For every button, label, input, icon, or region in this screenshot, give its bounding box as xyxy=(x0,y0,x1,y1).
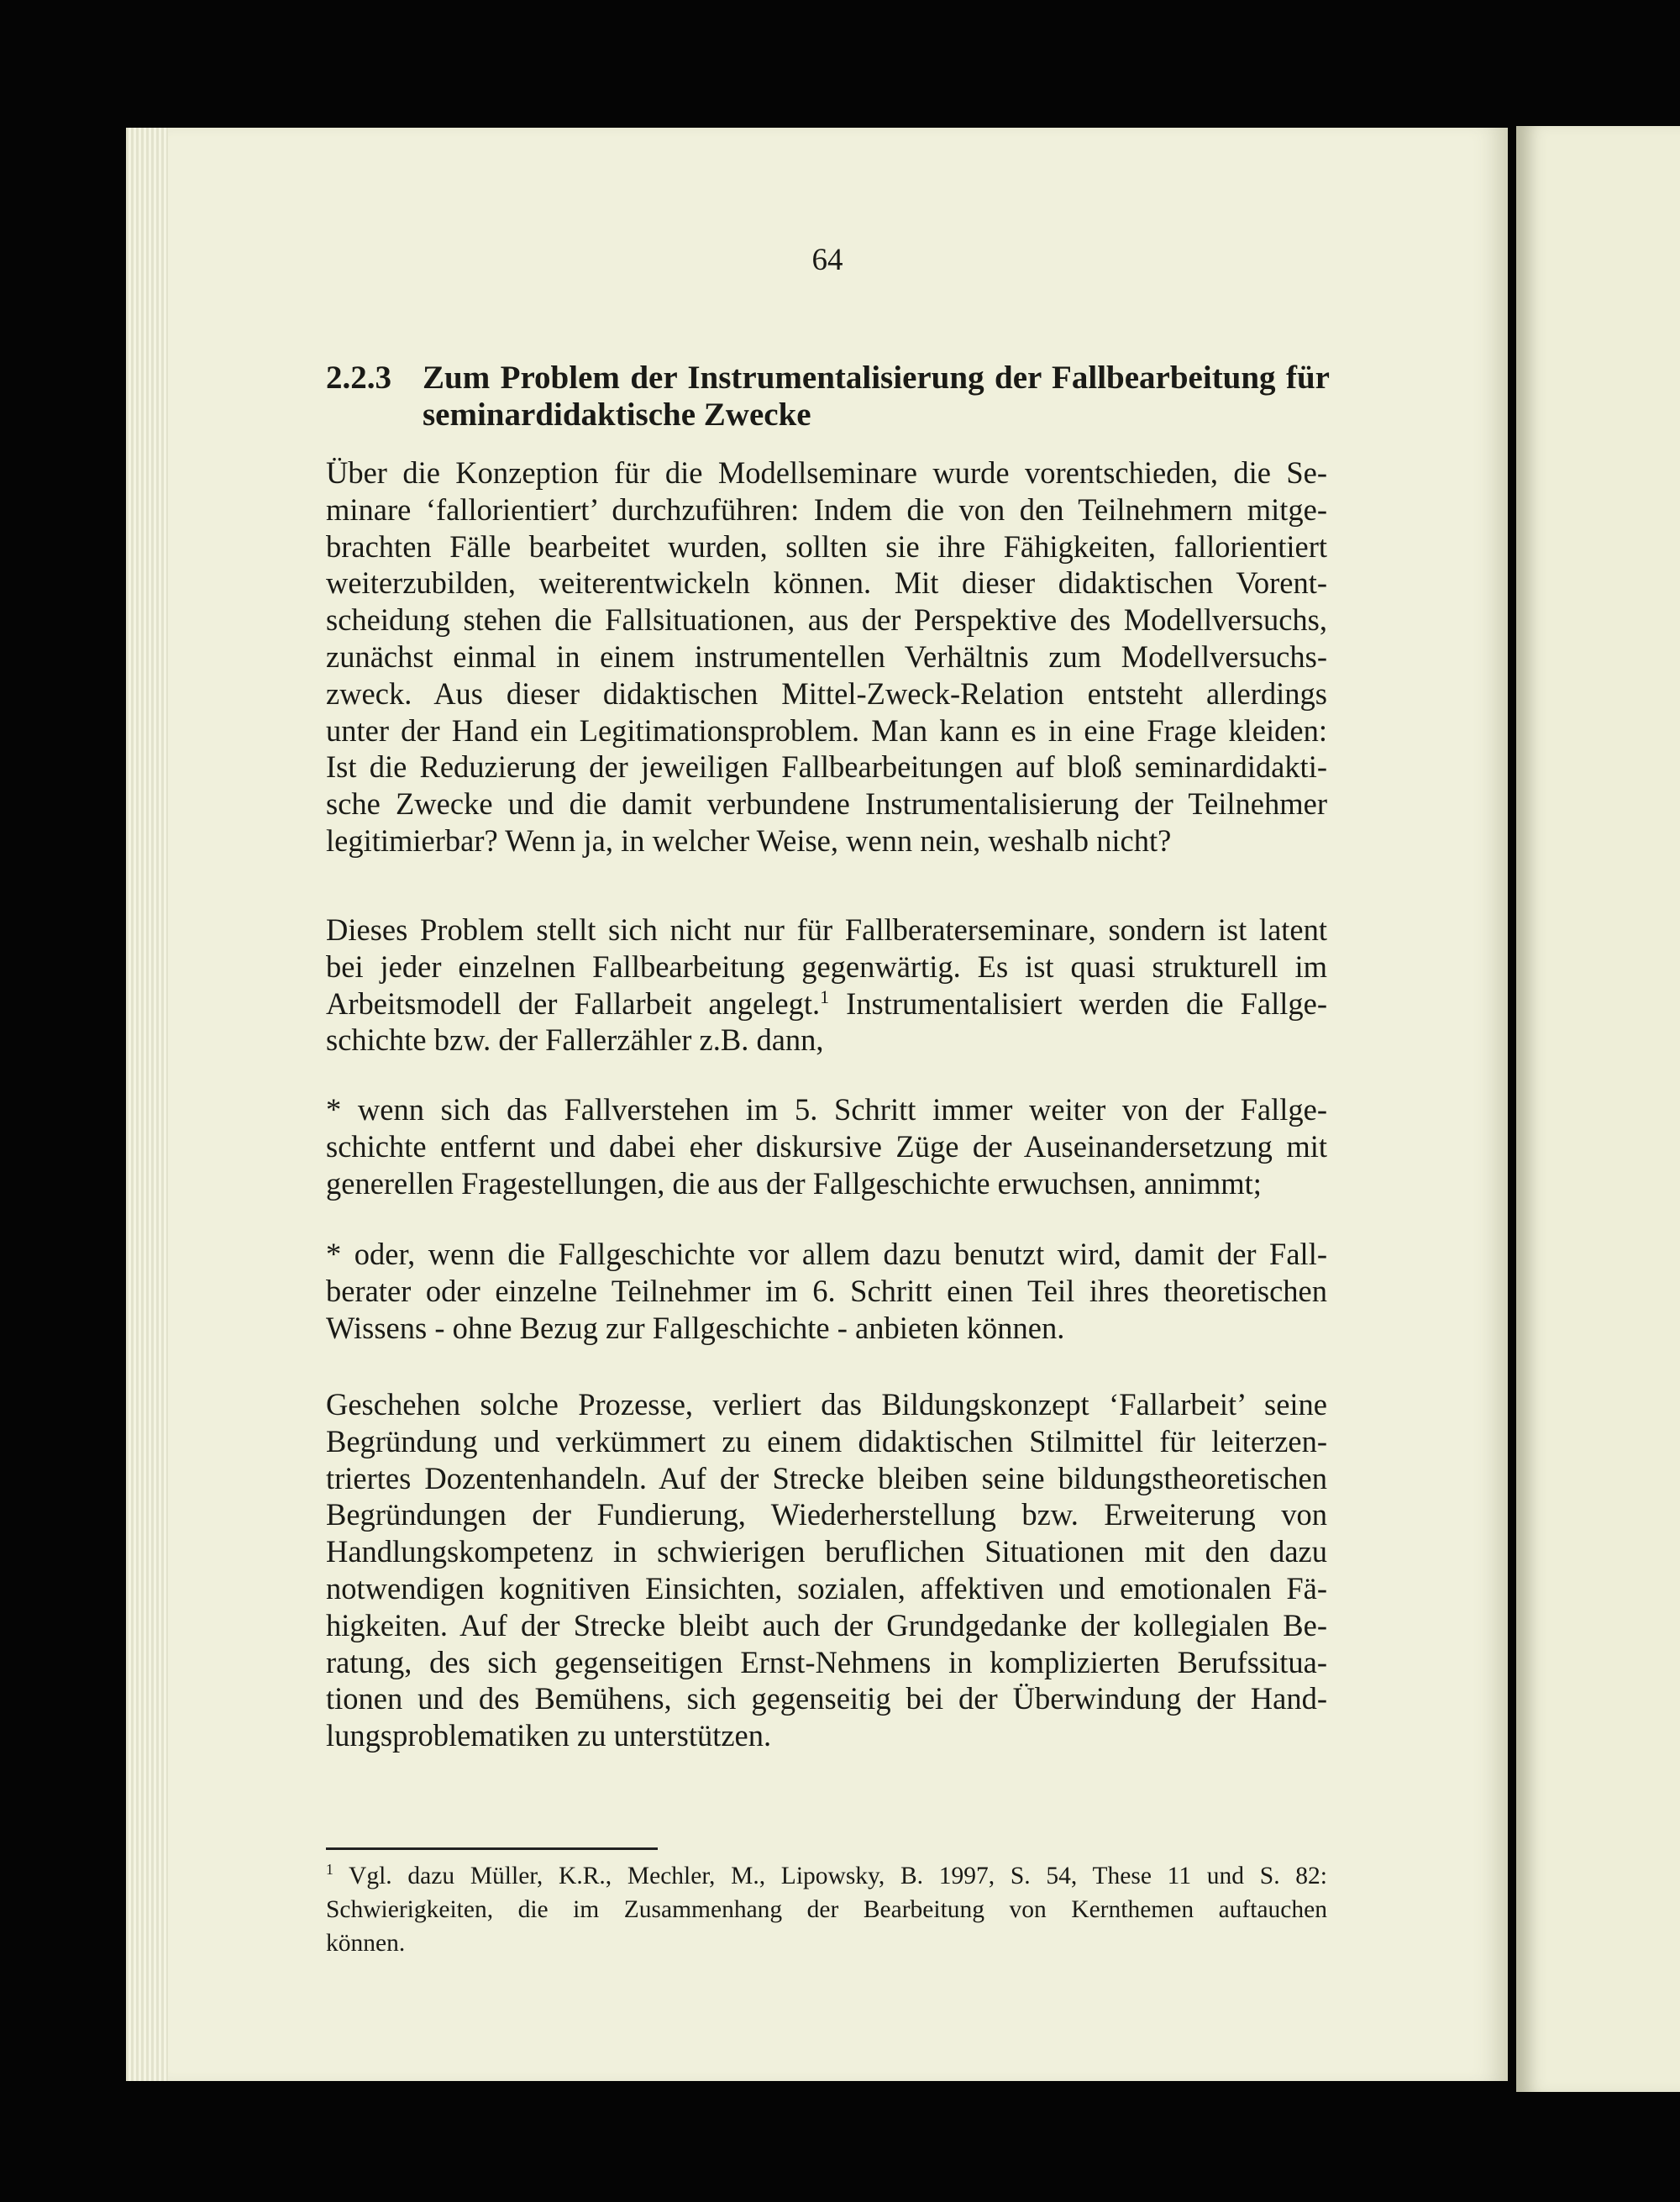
bullet-item-1 xyxy=(326,1091,1327,1201)
text-line: weiterzubilden, weiterentwickeln können. Mit dieser didaktischen Vorent- xyxy=(326,565,1327,601)
text-line: notwendigen kognitiven Einsichten, sozialen, affektiven und emotionalen Fä- xyxy=(326,1570,1327,1606)
section-title xyxy=(423,360,1330,434)
text-line: scheidung stehen die Fallsituationen, aus der Perspektive des Modellversuchs, xyxy=(326,602,1327,638)
text-line: Schwierigkeiten, die im Zusammenhang der Bearbeitung von Kernthemen auftauchen xyxy=(326,1896,1327,1923)
text-line: können. xyxy=(326,1930,406,1957)
text-span: Vgl. dazu Müller, K.R., Mechler, M., Lipowsky, B. 1997, S. 54, These 11 und S. 82: xyxy=(333,1863,1327,1889)
page-number: 64 xyxy=(811,243,843,277)
text-line: berater oder einzelne Teilnehmer im 6. Schritt einen Teil ihres theoretischen xyxy=(326,1273,1327,1308)
text-line: schichte bzw. der Fallerzähler z.B. dann, xyxy=(326,1022,824,1058)
text-line: tionen und des Bemühens, sich gegenseitig bei der Überwindung der Hand- xyxy=(326,1681,1327,1716)
text-line: zunächst einmal in einem instrumentellen Verhältnis zum Modellversuchs- xyxy=(326,639,1327,674)
text-span: Instrumentalisiert werden die Fallge- xyxy=(829,985,1328,1021)
footnote-marker: 1 xyxy=(326,1861,333,1879)
text-line xyxy=(326,985,1327,1022)
paragraph-2 xyxy=(326,912,1327,1059)
bullet-item-2 xyxy=(326,1236,1327,1346)
footnote-reference[interactable]: 1 xyxy=(820,985,830,1007)
text-line: Handlungskompetenz in schwierigen beruflichen Situationen mit den dazu xyxy=(326,1534,1327,1569)
text-line: Wissens - ohne Bezug zur Fallgeschichte - anbieten können. xyxy=(326,1310,1065,1345)
text-line: sche Zwecke und die damit verbundene Instrumentalisierung der Teilnehmer xyxy=(326,786,1327,822)
paragraph-1 xyxy=(326,455,1327,859)
footnote xyxy=(326,1859,1327,1960)
text-line: bei jeder einzelnen Fallbearbeitung gegenwärtig. Es ist quasi strukturell im xyxy=(326,949,1327,984)
text-line: ratung, des sich gegenseitigen Ernst-Nehmens in komplizierten Berufssitua- xyxy=(326,1644,1327,1679)
text-line: Über die Konzeption für die Modellseminare wurde vorentschieden, die Se- xyxy=(326,455,1327,490)
text-line: zweck. Aus dieser didaktischen Mittel-Zweck-Relation entsteht allerdings xyxy=(326,675,1327,711)
text-line: Begründungen der Fundierung, Wiederherstellung bzw. Erweiterung von xyxy=(326,1497,1327,1532)
text-line: Ist die Reduzierung der jeweiligen Fallbearbeitungen auf bloß seminardidakti- xyxy=(326,749,1327,785)
paragraph-3 xyxy=(326,1386,1327,1754)
section-number: 2.2.3 xyxy=(326,360,391,396)
text-line: legitimierbar? Wenn ja, in welcher Weise, wenn nein, weshalb nicht? xyxy=(326,822,1172,858)
text-line: lungsproblematiken zu unterstützen. xyxy=(326,1718,772,1753)
section-title-line: seminardidaktische Zwecke xyxy=(423,397,811,433)
text-line: * oder, wenn die Fallgeschichte vor allem dazu benutzt wird, damit der Fall- xyxy=(326,1237,1327,1271)
page-stack-edge xyxy=(126,128,168,2081)
footnote-divider xyxy=(326,1847,658,1850)
text-line: brachten Fälle bearbeitet wurden, sollten sie ihre Fähigkeiten, fallorientiert xyxy=(326,528,1327,564)
text-line: schichte entfernt und dabei eher diskursive Züge der Auseinandersetzung mit xyxy=(326,1128,1327,1164)
text-line: unter der Hand ein Legitimationsproblem. Man kann es in eine Frage kleiden: xyxy=(326,712,1327,748)
text-line: higkeiten. Auf der Strecke bleibt auch der Grundgedanke der kollegialen Be- xyxy=(326,1607,1327,1642)
text-line: minare ‘fallorientiert’ durchzuführen: Indem die von den Teilnehmern mitge- xyxy=(326,491,1327,527)
text-line xyxy=(326,1859,1327,1893)
text-span: Arbeitsmodell der Fallarbeit angelegt. xyxy=(326,985,821,1021)
text-line: Geschehen solche Prozesse, verliert das Bildungskonzept ‘Fallarbeit’ seine xyxy=(326,1387,1327,1422)
section-title-line: Zum Problem der Instrumentalisierung der Fallbearbeitung für xyxy=(423,360,1330,396)
text-line: * wenn sich das Fallverstehen im 5. Schritt immer weiter von der Fallge- xyxy=(326,1092,1327,1127)
text-line: Dieses Problem stellt sich nicht nur für Fallberaterseminare, sondern ist latent xyxy=(326,912,1327,947)
facing-page-edge xyxy=(1516,126,1680,2092)
text-line: triertes Dozentenhandeln. Auf der Strecke bleiben seine bildungstheoretischen xyxy=(326,1460,1327,1495)
text-line: generellen Fragestellungen, die aus der Fallgeschichte erwuchsen, annimmt; xyxy=(326,1165,1262,1201)
text-line: Begründung und verkümmert zu einem didaktischen Stilmittel für leiterzen- xyxy=(326,1423,1327,1458)
